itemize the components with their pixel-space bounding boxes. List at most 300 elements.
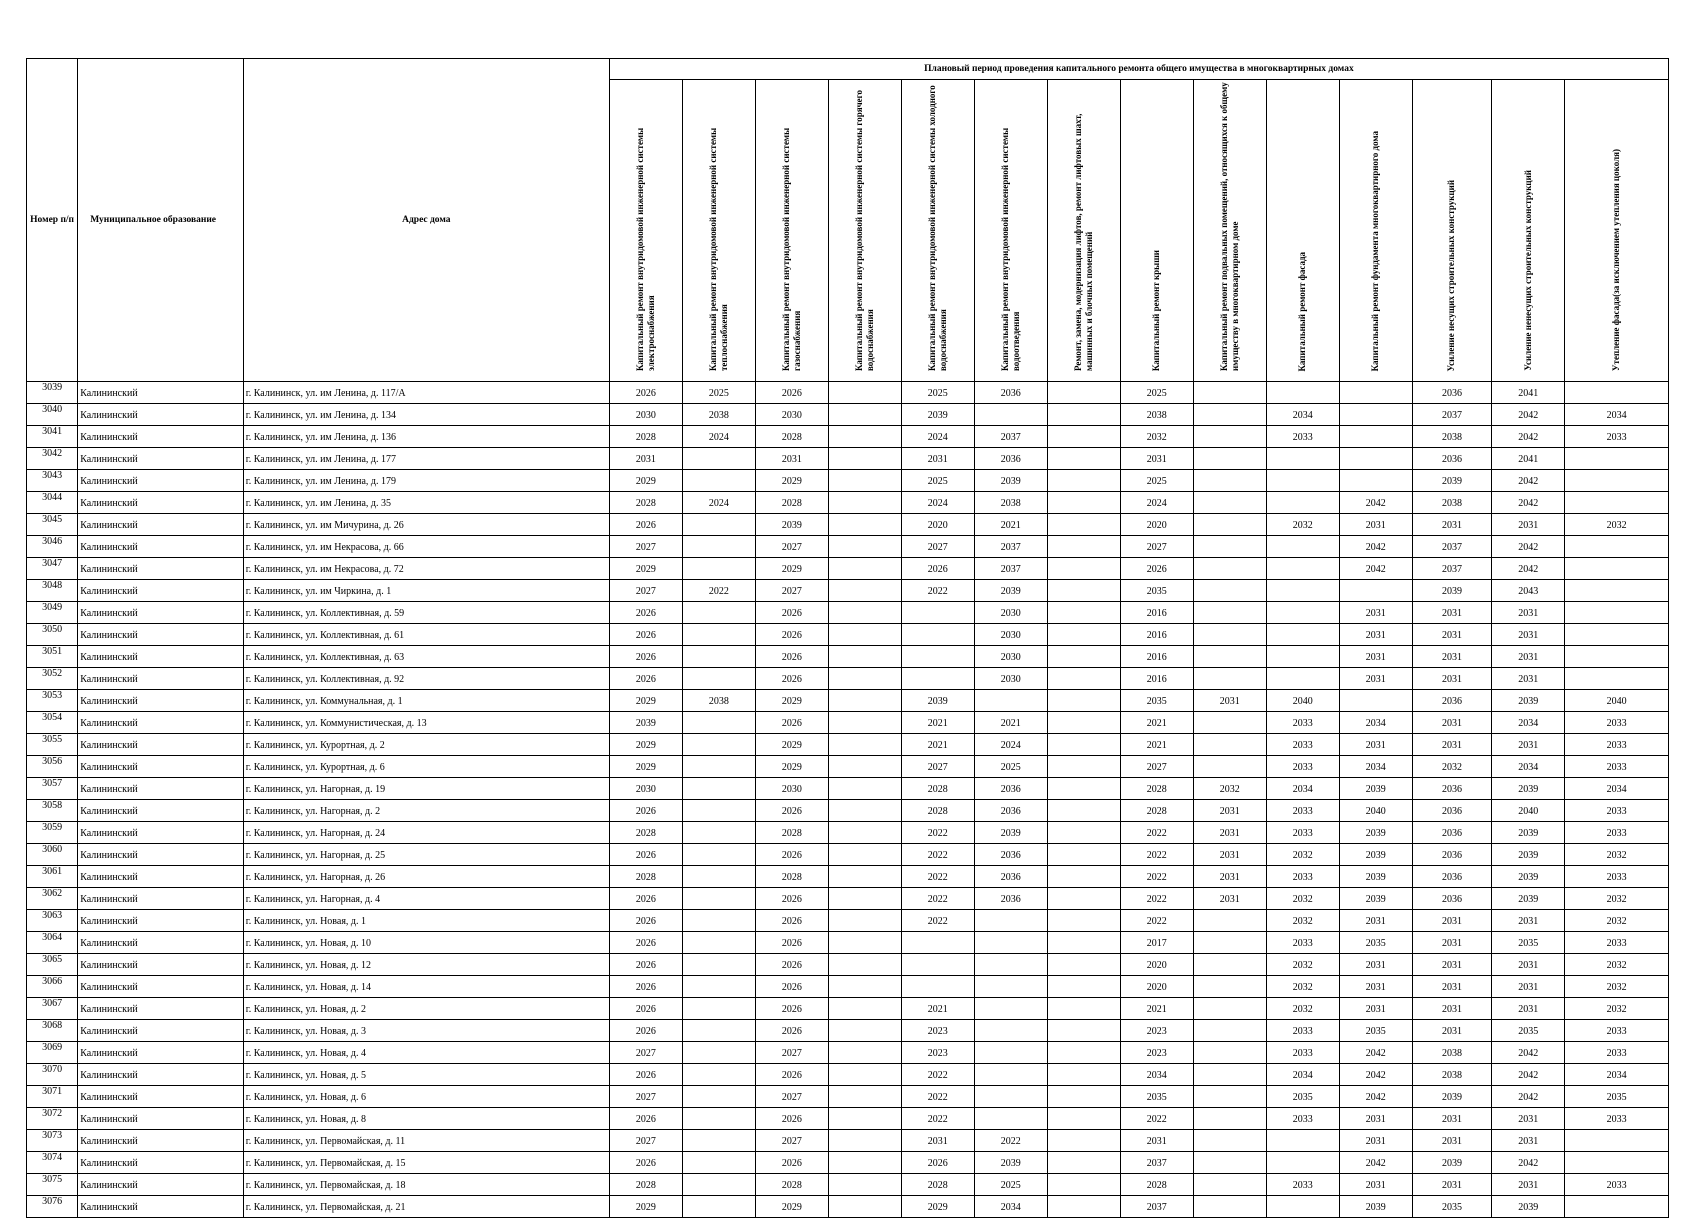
repair-year-cell: 2036 [974, 448, 1047, 470]
repair-year-cell: 2032 [1266, 998, 1339, 1020]
row-number-cell: 3039 [27, 382, 78, 404]
repair-year-cell: 2030 [755, 778, 828, 800]
repair-year-cell: 2029 [755, 470, 828, 492]
table-row [27, 1152, 1669, 1174]
repair-year-cell: 2031 [1193, 822, 1266, 844]
repair-year-cell: 2039 [1412, 1086, 1492, 1108]
repair-year-cell: 2032 [1120, 426, 1193, 448]
repair-year-cell: 2028 [1120, 800, 1193, 822]
repair-year-cell: 2033 [1266, 932, 1339, 954]
repair-year-cell: 2033 [1565, 1174, 1669, 1196]
table-row [27, 1174, 1669, 1196]
repair-year-cell [1565, 602, 1669, 624]
repair-year-cell: 2026 [755, 624, 828, 646]
repair-year-cell: 2034 [1565, 778, 1669, 800]
work-type-column-header [974, 80, 1047, 382]
work-type-column-header [609, 80, 682, 382]
repair-year-cell: 2031 [1193, 690, 1266, 712]
repair-year-cell [1266, 668, 1339, 690]
repair-year-cell: 2027 [609, 580, 682, 602]
address-cell: г. Калининск, ул. им Некрасова, д. 66 [243, 536, 609, 558]
repair-year-cell: 2022 [1120, 844, 1193, 866]
repair-year-cell [974, 1108, 1047, 1130]
address-cell: г. Калининск, ул. Новая, д. 8 [243, 1108, 609, 1130]
repair-year-cell: 2039 [1492, 888, 1565, 910]
repair-year-cell [1193, 712, 1266, 734]
repair-year-cell: 2033 [1565, 822, 1669, 844]
row-number-cell: 3046 [27, 536, 78, 558]
repair-year-cell [1565, 1152, 1669, 1174]
repair-year-cell [1047, 756, 1120, 778]
repair-year-cell: 2026 [755, 998, 828, 1020]
repair-year-cell: 2022 [901, 866, 974, 888]
repair-year-cell: 2029 [755, 1196, 828, 1218]
repair-year-cell [682, 646, 755, 668]
repair-year-cell: 2031 [1492, 976, 1565, 998]
repair-year-cell: 2031 [1492, 514, 1565, 536]
repair-year-cell: 2031 [1412, 1020, 1492, 1042]
repair-year-cell: 2031 [1492, 646, 1565, 668]
repair-year-cell: 2022 [901, 1086, 974, 1108]
repair-year-cell: 2022 [901, 1064, 974, 1086]
table-row [27, 778, 1669, 800]
repair-year-cell: 2024 [1120, 492, 1193, 514]
repair-year-cell [682, 1020, 755, 1042]
work-type-column-header [755, 80, 828, 382]
repair-year-cell [682, 1042, 755, 1064]
table-row [27, 668, 1669, 690]
repair-year-cell: 2038 [682, 690, 755, 712]
address-cell: г. Калининск, ул. Нагорная, д. 4 [243, 888, 609, 910]
table-row [27, 382, 1669, 404]
repair-year-cell: 2040 [1339, 800, 1412, 822]
repair-year-cell [1047, 910, 1120, 932]
repair-year-cell: 2020 [901, 514, 974, 536]
repair-year-cell [828, 690, 901, 712]
number-column-header: Номер п/п [27, 59, 78, 382]
repair-year-cell: 2032 [1565, 998, 1669, 1020]
table-row [27, 932, 1669, 954]
repair-year-cell: 2026 [609, 998, 682, 1020]
row-number-cell: 3063 [27, 910, 78, 932]
repair-year-cell [682, 976, 755, 998]
repair-year-cell: 2022 [1120, 888, 1193, 910]
table-row [27, 1020, 1669, 1042]
address-cell: г. Калининск, ул. им Ленина, д. 177 [243, 448, 609, 470]
repair-year-cell: 2037 [974, 536, 1047, 558]
repair-year-cell: 2028 [1120, 1174, 1193, 1196]
row-number-cell: 3051 [27, 646, 78, 668]
repair-year-cell [682, 448, 755, 470]
repair-year-cell: 2024 [682, 426, 755, 448]
row-number-cell: 3066 [27, 976, 78, 998]
repair-year-cell [1047, 624, 1120, 646]
repair-year-cell: 2033 [1565, 1042, 1669, 1064]
repair-year-cell: 2022 [901, 888, 974, 910]
repair-year-cell [828, 1064, 901, 1086]
table-row [27, 1042, 1669, 1064]
table-row [27, 910, 1669, 932]
repair-year-cell: 2033 [1565, 866, 1669, 888]
repair-year-cell: 2022 [1120, 1108, 1193, 1130]
repair-year-cell: 2039 [609, 712, 682, 734]
repair-year-cell [682, 800, 755, 822]
address-column-header: Адрес дома [243, 59, 609, 382]
repair-year-cell [682, 954, 755, 976]
repair-year-cell: 2022 [1120, 866, 1193, 888]
row-number-cell: 3044 [27, 492, 78, 514]
repair-year-cell: 2037 [974, 426, 1047, 448]
repair-year-cell: 2042 [1339, 1042, 1412, 1064]
repair-year-cell [1339, 404, 1412, 426]
repair-year-cell: 2022 [901, 910, 974, 932]
row-number-cell: 3060 [27, 844, 78, 866]
repair-year-cell: 2028 [901, 800, 974, 822]
repair-year-cell: 2024 [901, 426, 974, 448]
work-type-column-label: Капитальный ремонт фундамента многоквартирного дома [1370, 130, 1381, 371]
repair-year-cell: 2042 [1492, 426, 1565, 448]
repair-year-cell: 2031 [1339, 1174, 1412, 1196]
repair-year-cell: 2033 [1266, 822, 1339, 844]
repair-year-cell: 2039 [1339, 1196, 1412, 1218]
table-row [27, 888, 1669, 910]
repair-year-cell: 2031 [1492, 998, 1565, 1020]
repair-year-cell: 2027 [609, 1130, 682, 1152]
address-cell: г. Калининск, ул. Коммунальная, д. 1 [243, 690, 609, 712]
repair-year-cell: 2036 [974, 866, 1047, 888]
repair-year-cell [828, 668, 901, 690]
repair-year-cell [828, 1152, 901, 1174]
repair-year-cell [682, 1130, 755, 1152]
repair-year-cell [1193, 602, 1266, 624]
repair-year-cell: 2025 [974, 756, 1047, 778]
repair-year-cell: 2026 [755, 1108, 828, 1130]
repair-year-cell: 2024 [682, 492, 755, 514]
address-cell: г. Калининск, ул. Первомайская, д. 18 [243, 1174, 609, 1196]
repair-year-cell [828, 976, 901, 998]
work-type-column-header [901, 80, 974, 382]
row-number-cell: 3064 [27, 932, 78, 954]
municipality-cell: Калининский [78, 756, 244, 778]
repair-year-cell: 2041 [1492, 448, 1565, 470]
repair-year-cell: 2037 [1412, 558, 1492, 580]
repair-year-cell [682, 536, 755, 558]
municipality-cell: Калининский [78, 558, 244, 580]
repair-year-cell: 2028 [755, 1174, 828, 1196]
repair-year-cell [828, 998, 901, 1020]
work-type-column-label: Усиление ненесущих строительных конструкций [1522, 170, 1533, 371]
repair-year-cell: 2032 [1565, 910, 1669, 932]
table-row [27, 580, 1669, 602]
address-cell: г. Калининск, ул. Новая, д. 10 [243, 932, 609, 954]
repair-year-cell: 2038 [682, 404, 755, 426]
row-number-cell: 3042 [27, 448, 78, 470]
address-cell: г. Калининск, ул. Новая, д. 6 [243, 1086, 609, 1108]
repair-year-cell: 2031 [1412, 1130, 1492, 1152]
row-number-cell: 3068 [27, 1020, 78, 1042]
repair-year-cell: 2028 [609, 866, 682, 888]
repair-year-cell: 2043 [1492, 580, 1565, 602]
table-row [27, 844, 1669, 866]
address-cell: г. Калининск, ул. Новая, д. 14 [243, 976, 609, 998]
repair-year-cell: 2039 [901, 690, 974, 712]
repair-year-cell [1565, 1130, 1669, 1152]
repair-year-cell: 2030 [974, 624, 1047, 646]
repair-year-cell: 2026 [755, 712, 828, 734]
municipality-cell: Калининский [78, 580, 244, 602]
repair-year-cell: 2026 [755, 800, 828, 822]
table-row [27, 426, 1669, 448]
repair-year-cell: 2039 [1412, 470, 1492, 492]
repair-year-cell: 2026 [609, 888, 682, 910]
work-type-column-label: Капитальный ремонт внутридомовой инженерной системы водоотведения [999, 127, 1021, 371]
repair-year-cell: 2029 [755, 558, 828, 580]
address-cell: г. Калининск, ул. им Ленина, д. 117/А [243, 382, 609, 404]
repair-year-cell: 2042 [1492, 1042, 1565, 1064]
repair-year-cell: 2033 [1565, 734, 1669, 756]
address-cell: г. Калининск, ул. им Ленина, д. 179 [243, 470, 609, 492]
repair-year-cell: 2031 [1193, 888, 1266, 910]
repair-year-cell [974, 1042, 1047, 1064]
repair-year-cell: 2028 [755, 492, 828, 514]
work-type-column-label: Капитальный ремонт внутридомовой инженерной системы газоснабжения [780, 127, 802, 371]
address-cell: г. Калининск, ул. Новая, д. 1 [243, 910, 609, 932]
repair-year-cell [682, 1064, 755, 1086]
repair-year-cell: 2034 [1492, 756, 1565, 778]
repair-year-cell: 2031 [1492, 734, 1565, 756]
repair-year-cell [682, 756, 755, 778]
repair-year-cell [1047, 426, 1120, 448]
repair-year-cell [1266, 448, 1339, 470]
repair-year-cell [1047, 1174, 1120, 1196]
repair-year-cell: 2034 [1492, 712, 1565, 734]
repair-year-cell [1047, 1152, 1120, 1174]
repair-year-cell: 2031 [755, 448, 828, 470]
repair-year-cell: 2033 [1266, 734, 1339, 756]
repair-year-cell: 2032 [1565, 976, 1669, 998]
table-row [27, 734, 1669, 756]
address-cell: г. Калининск, ул. им Ленина, д. 35 [243, 492, 609, 514]
repair-year-cell [682, 558, 755, 580]
repair-year-cell: 2027 [755, 580, 828, 602]
repair-year-cell [1047, 1108, 1120, 1130]
repair-year-cell: 2020 [1120, 954, 1193, 976]
repair-year-cell: 2031 [1412, 514, 1492, 536]
municipality-cell: Калининский [78, 448, 244, 470]
work-type-column-label: Капитальный ремонт подвальных помещений, относящихся к общему имуществу в многоквартирном доме [1218, 82, 1240, 371]
repair-year-cell: 2034 [1565, 1064, 1669, 1086]
repair-year-cell: 2031 [1193, 844, 1266, 866]
repair-year-cell [1193, 470, 1266, 492]
address-cell: г. Калининск, ул. Коммунистическая, д. 13 [243, 712, 609, 734]
repair-year-cell: 2034 [974, 1196, 1047, 1218]
work-type-column-header [1412, 80, 1492, 382]
repair-year-cell: 2038 [1412, 1042, 1492, 1064]
repair-year-cell [1047, 602, 1120, 624]
municipality-cell: Калининский [78, 932, 244, 954]
table-row [27, 998, 1669, 1020]
address-cell: г. Калининск, ул. Нагорная, д. 19 [243, 778, 609, 800]
table-row [27, 536, 1669, 558]
repair-year-cell [828, 822, 901, 844]
repair-year-cell [1047, 448, 1120, 470]
repair-year-cell [828, 558, 901, 580]
repair-year-cell: 2030 [755, 404, 828, 426]
repair-year-cell [1047, 558, 1120, 580]
repair-year-cell [1047, 778, 1120, 800]
repair-year-cell: 2017 [1120, 932, 1193, 954]
repair-year-cell: 2037 [1412, 404, 1492, 426]
repair-year-cell: 2037 [1120, 1152, 1193, 1174]
repair-year-cell: 2035 [1339, 1020, 1412, 1042]
repair-year-cell: 2022 [1120, 910, 1193, 932]
repair-year-cell [1339, 382, 1412, 404]
repair-year-cell: 2027 [755, 1042, 828, 1064]
work-type-column-header [1120, 80, 1193, 382]
repair-year-cell: 2039 [1412, 580, 1492, 602]
repair-year-cell [1565, 492, 1669, 514]
repair-year-cell [828, 734, 901, 756]
row-number-cell: 3073 [27, 1130, 78, 1152]
address-cell: г. Калининск, ул. Коллективная, д. 92 [243, 668, 609, 690]
repair-year-cell [974, 404, 1047, 426]
repair-year-cell: 2026 [609, 1108, 682, 1130]
repair-year-cell: 2042 [1492, 470, 1565, 492]
table-row [27, 646, 1669, 668]
row-number-cell: 3050 [27, 624, 78, 646]
row-number-cell: 3070 [27, 1064, 78, 1086]
repair-year-cell: 2035 [1120, 580, 1193, 602]
address-cell: г. Калининск, ул. Первомайская, д. 21 [243, 1196, 609, 1218]
repair-year-cell: 2027 [609, 1086, 682, 1108]
repair-year-cell [682, 1196, 755, 1218]
repair-year-cell: 2027 [609, 536, 682, 558]
repair-year-cell [828, 382, 901, 404]
repair-year-cell: 2032 [1266, 954, 1339, 976]
repair-year-cell: 2020 [1120, 514, 1193, 536]
repair-year-cell: 2039 [1492, 822, 1565, 844]
repair-year-cell [1266, 558, 1339, 580]
repair-year-cell: 2033 [1565, 426, 1669, 448]
repair-year-cell: 2042 [1339, 492, 1412, 514]
repair-year-cell: 2035 [1565, 1086, 1669, 1108]
row-number-cell: 3052 [27, 668, 78, 690]
repair-year-cell: 2026 [609, 1020, 682, 1042]
repair-year-cell [1047, 844, 1120, 866]
repair-year-cell: 2021 [901, 712, 974, 734]
municipality-cell: Калининский [78, 404, 244, 426]
row-number-cell: 3048 [27, 580, 78, 602]
repair-year-cell: 2026 [901, 558, 974, 580]
repair-year-cell: 2030 [609, 778, 682, 800]
repair-year-cell [1266, 470, 1339, 492]
repair-year-cell [1193, 404, 1266, 426]
repair-year-cell: 2031 [1339, 910, 1412, 932]
repair-year-cell: 2033 [1266, 1020, 1339, 1042]
repair-year-cell [1047, 800, 1120, 822]
repair-year-cell [1193, 514, 1266, 536]
work-type-column-label: Капитальный ремонт внутридомовой инженерной системы электроснабжения [634, 127, 656, 371]
repair-year-cell: 2031 [1412, 602, 1492, 624]
row-number-cell: 3043 [27, 470, 78, 492]
repair-year-cell: 2042 [1339, 1152, 1412, 1174]
repair-year-cell: 2031 [901, 1130, 974, 1152]
repair-year-cell: 2022 [901, 822, 974, 844]
repair-year-cell: 2031 [1492, 910, 1565, 932]
address-cell: г. Калининск, ул. Новая, д. 3 [243, 1020, 609, 1042]
repair-year-cell [828, 866, 901, 888]
table-row [27, 1130, 1669, 1152]
repair-year-cell: 2031 [901, 448, 974, 470]
repair-year-cell [682, 602, 755, 624]
repair-year-cell: 2038 [1120, 404, 1193, 426]
municipality-cell: Калининский [78, 1086, 244, 1108]
municipality-cell: Калининский [78, 426, 244, 448]
repair-year-cell [828, 470, 901, 492]
repair-year-cell: 2032 [1266, 888, 1339, 910]
repair-year-cell: 2024 [974, 734, 1047, 756]
repair-year-cell: 2022 [901, 580, 974, 602]
repair-year-cell: 2032 [1565, 888, 1669, 910]
repair-year-cell [828, 646, 901, 668]
repair-year-cell: 2025 [682, 382, 755, 404]
repair-year-cell: 2040 [1492, 800, 1565, 822]
repair-year-cell: 2042 [1492, 1064, 1565, 1086]
repair-year-cell [1193, 492, 1266, 514]
repair-year-cell: 2031 [1412, 976, 1492, 998]
repair-year-cell [1193, 668, 1266, 690]
repair-year-cell [682, 514, 755, 536]
municipality-cell: Калининский [78, 646, 244, 668]
repair-year-cell: 2031 [1412, 1108, 1492, 1130]
repair-year-cell [682, 734, 755, 756]
row-number-cell: 3047 [27, 558, 78, 580]
repair-year-cell: 2023 [901, 1020, 974, 1042]
repair-year-cell: 2035 [1339, 932, 1412, 954]
repair-year-cell: 2031 [1339, 734, 1412, 756]
repair-year-cell: 2033 [1266, 1108, 1339, 1130]
table-row [27, 514, 1669, 536]
repair-year-cell: 2038 [1412, 1064, 1492, 1086]
repair-year-cell: 2029 [755, 734, 828, 756]
repair-year-cell: 2021 [974, 514, 1047, 536]
work-type-column-header [1047, 80, 1120, 382]
repair-year-cell [1565, 1196, 1669, 1218]
repair-year-cell: 2022 [974, 1130, 1047, 1152]
repair-year-cell: 2039 [1412, 1152, 1492, 1174]
work-type-column-header [1266, 80, 1339, 382]
address-cell: г. Калининск, ул. Новая, д. 12 [243, 954, 609, 976]
repair-year-cell [1193, 1174, 1266, 1196]
table-row [27, 1086, 1669, 1108]
repair-year-cell: 2029 [755, 690, 828, 712]
repair-year-cell: 2038 [974, 492, 1047, 514]
repair-year-cell [828, 580, 901, 602]
repair-year-cell: 2042 [1339, 536, 1412, 558]
row-number-cell: 3055 [27, 734, 78, 756]
table-row [27, 756, 1669, 778]
repair-year-cell: 2031 [1412, 668, 1492, 690]
table-row [27, 1196, 1669, 1218]
address-cell: г. Калининск, ул. Коллективная, д. 59 [243, 602, 609, 624]
table-row [27, 1064, 1669, 1086]
repair-year-cell [682, 866, 755, 888]
repair-year-cell: 2025 [901, 382, 974, 404]
row-number-cell: 3069 [27, 1042, 78, 1064]
repair-year-cell [1193, 1130, 1266, 1152]
municipality-cell: Калининский [78, 514, 244, 536]
repair-year-cell [974, 954, 1047, 976]
